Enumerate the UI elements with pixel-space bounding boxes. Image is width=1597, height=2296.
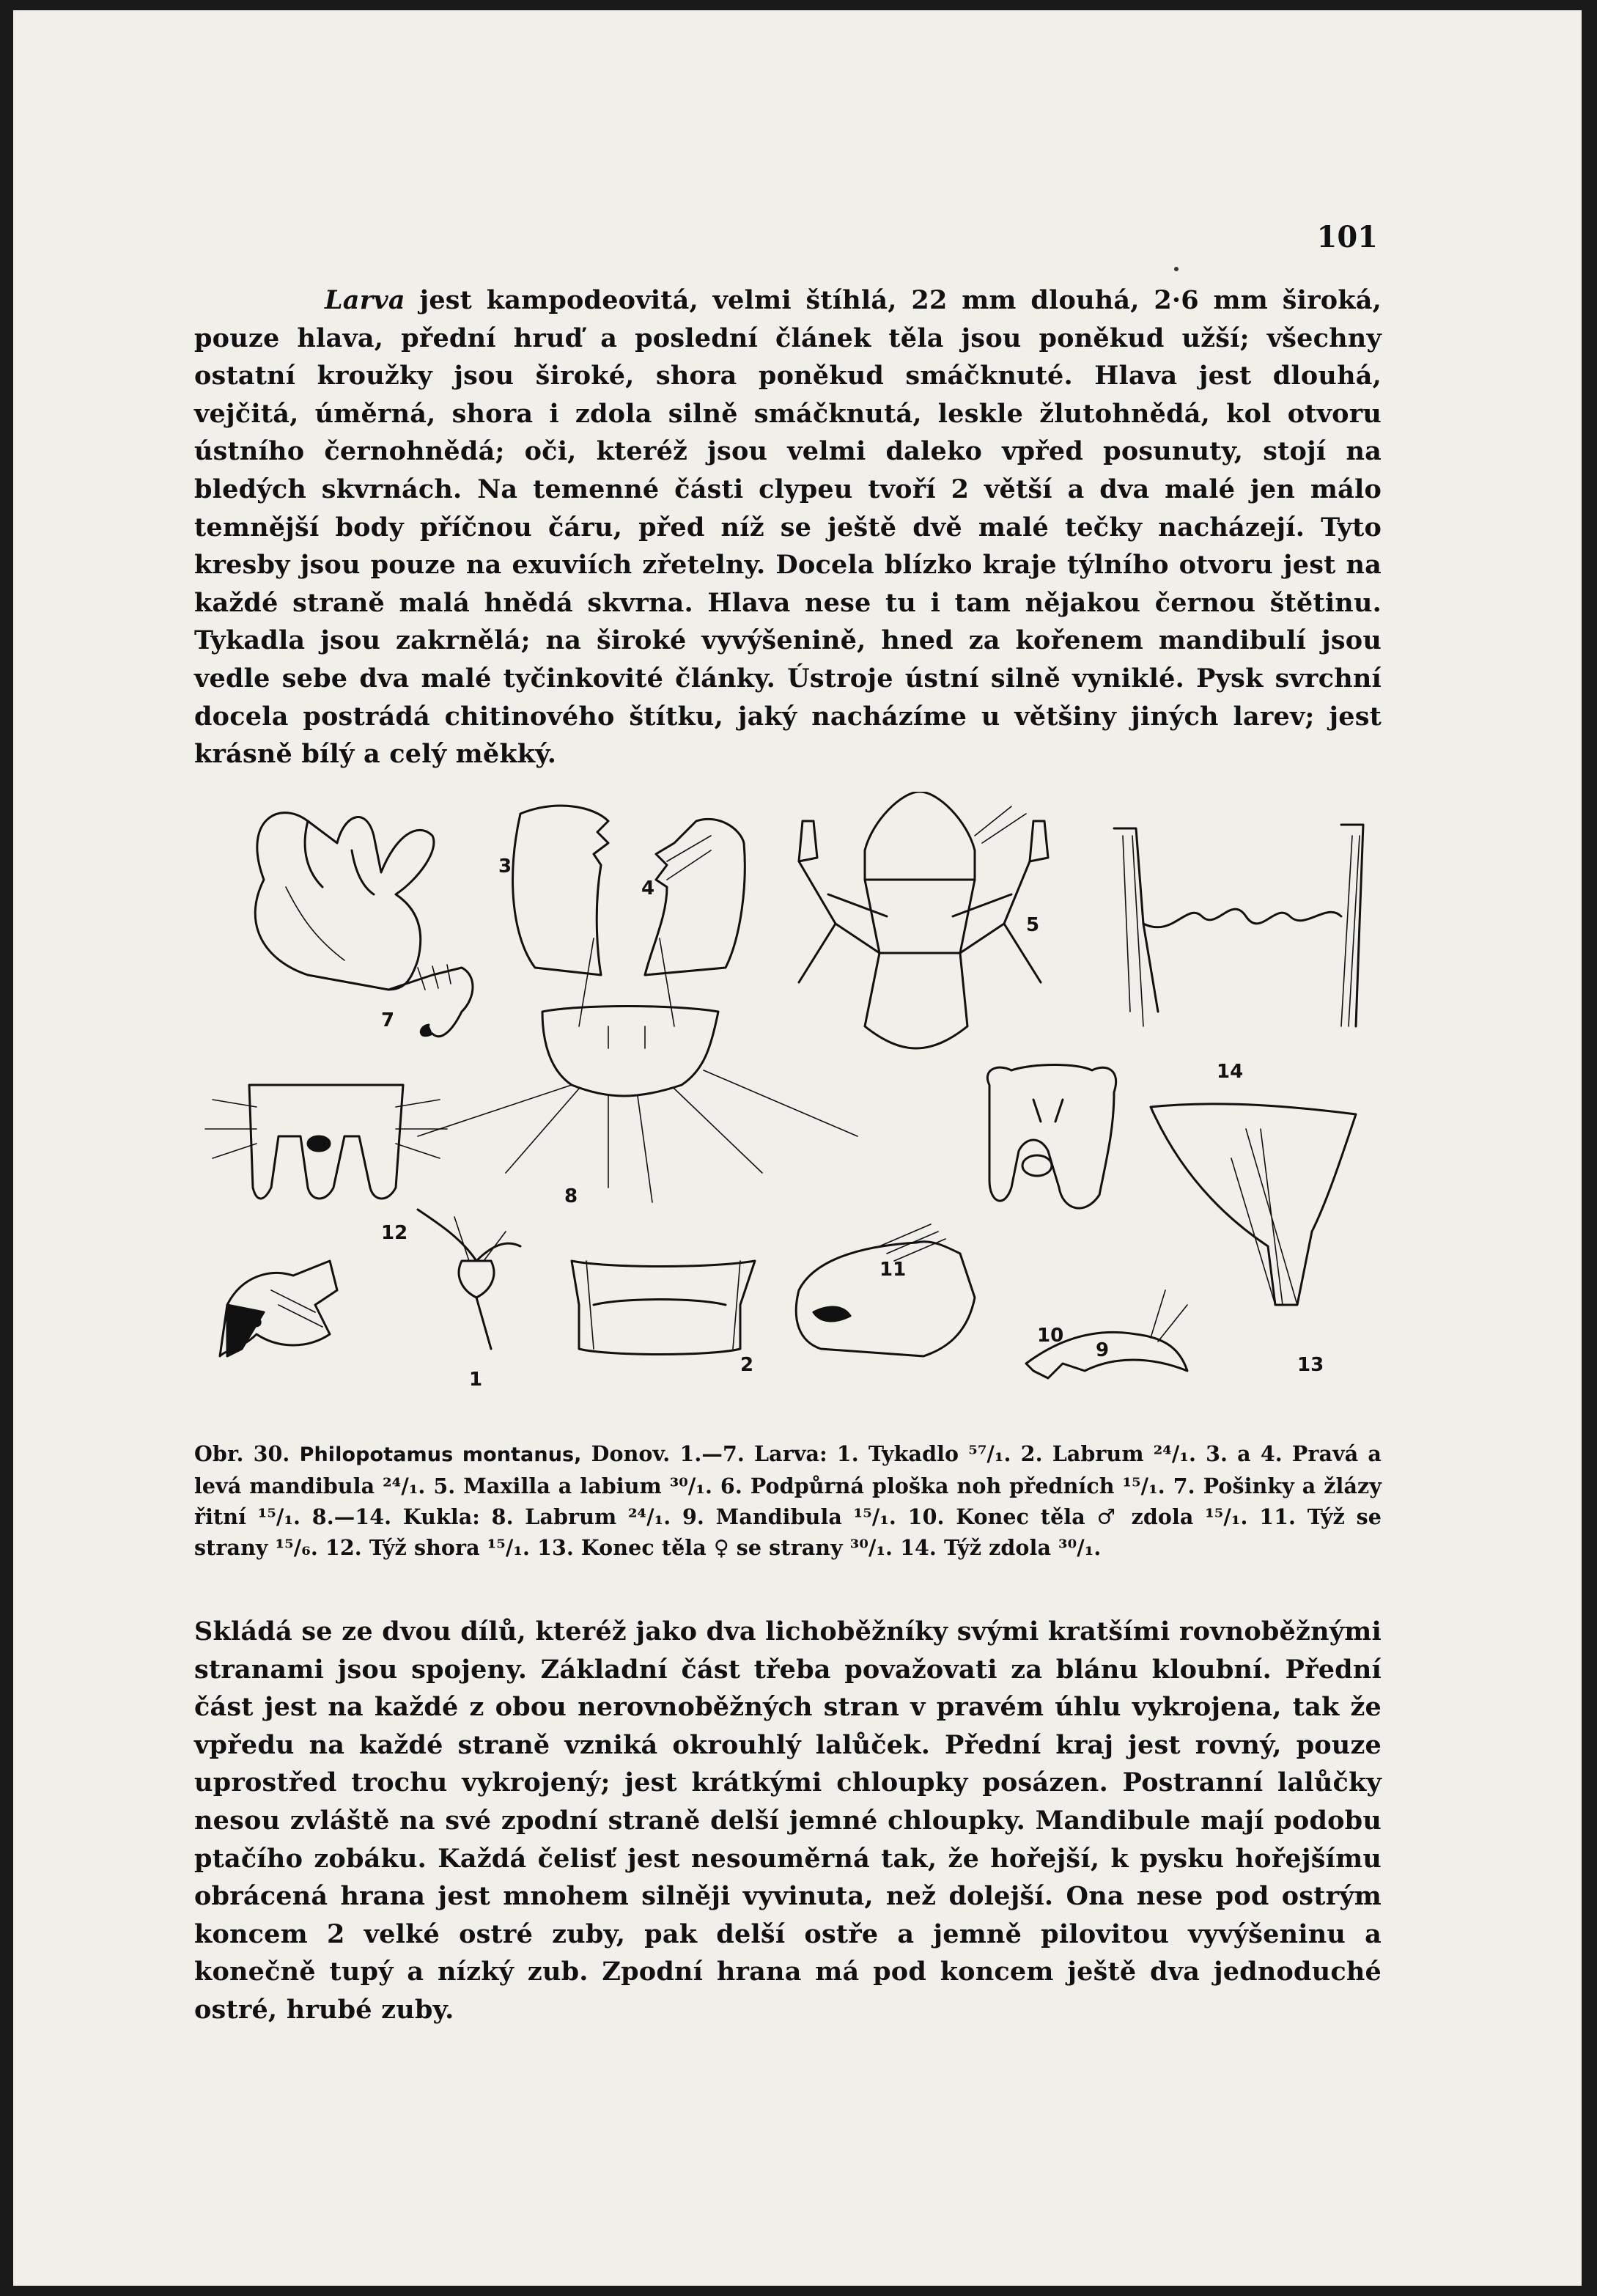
figure-caption [194, 1438, 1382, 1563]
fig-label-12: 12 [381, 1222, 408, 1244]
paragraph-larva [194, 282, 1382, 773]
page-number: 101 [1316, 220, 1378, 254]
fig-label-9: 9 [1096, 1339, 1110, 1361]
lead-word: Larva [325, 285, 405, 315]
drawing-5-maxilla-labium [799, 792, 1048, 1048]
caption-prefix: Obr. 30. [194, 1441, 300, 1466]
fig-label-13: 13 [1297, 1354, 1324, 1376]
fig-label-2: 2 [740, 1354, 754, 1376]
drawing-12-pupa-end-above [205, 1085, 447, 1199]
drawing-14-pupa-end-below [1114, 825, 1363, 1026]
drawing-13-pupa-end-female-side [1151, 1104, 1356, 1305]
speck [1174, 267, 1179, 271]
fig-label-3: 3 [498, 856, 512, 877]
figure-drawing [198, 792, 1371, 1430]
fig-label-1: 1 [469, 1369, 483, 1391]
drawing-3-4-mandibles [513, 806, 745, 975]
fig-label-4: 4 [641, 877, 655, 899]
drawing-11-pupa-end-male-side [796, 1224, 975, 1356]
drawing-1-antenna [418, 1210, 520, 1349]
fig-label-10: 10 [1037, 1325, 1064, 1347]
fig-label-6: 6 [249, 1310, 263, 1332]
drawing-2-labrum-larva [572, 1261, 755, 1355]
fig-label-11: 11 [879, 1259, 907, 1281]
drawing-8-labrum-pupa [418, 938, 857, 1202]
drawing-6-supporting-plate [220, 1261, 337, 1356]
figure-30-illustrations [198, 792, 1371, 1430]
caption-text: Donov. 1.—7. Larva: 1. Tykadlo ⁵⁷/₁. 2. Labrum ²⁴/₁. 3. a 4. Pravá a levá mandibula ²⁴/₁. 5. Maxilla a labium ³⁰/₁. 6. Podpůrná ploška noh předních ¹⁵/₁. 7. Pošinky a žlázy řitní ¹⁵/₁. 8.—14. Kukla: 8. Labrum ²⁴/₁. 9. Mandibula ¹⁵/₁. 10. Konec těla ♂ zdola ¹⁵/₁. 11. Týž se strany ¹⁵/₆. 12. Týž shora ¹⁵/₁. 13. Konec těla ♀ se strany ³⁰/₁. 14. Týž zdola ³⁰/₁. [194, 1441, 1382, 1560]
drawing-10-pupa-end-male-below [987, 1065, 1115, 1209]
drawing-7-anal-prolegs [255, 813, 473, 1037]
caption-species: Philopotamus montanus, [299, 1443, 582, 1466]
paragraph-larva-text: jest kampodeovitá, velmi štíhlá, 22 mm dlouhá, 2·6 mm široká, pouze hlava, přední hruď a poslední článek těla jsou poněkud užší; všechny ostatní kroužky jsou široké, shora poněkud smáčknuté. Hlava jest dlouhá, vejčitá, úměrná, shora i zdola silně smáčknutá, leskle žlutohnědá, kol otvoru ústního černohnědá; oči, kteréž jsou velmi daleko vpřed posunuty, stojí na bledých skvrnách. Na temenné části clypeu tvoří 2 větší a dva malé jen málo temnější body příčnou čáru, před níž se ještě dvě malé tečky nacházejí. Tyto kresby jsou pouze na exuviích zřetelny. Docela blízko kraje týlního otvoru jest na každé straně malá hnědá skvrna. Hlava nese tu i tam nějakou černou štětinu. Tykadla jsou zakrnělá; na široké vyvýšenině, hned za kořenem mandibulí jsou vedle sebe dva malé tyčinkovité články. Ústroje ústní silně vyniklé. Pysk svrchní docela postrádá chitinového štítku, jaký nacházíme u většiny jiných larev; jest krásně bílý a celý měkký. [194, 285, 1382, 770]
fig-label-7: 7 [381, 1009, 395, 1031]
paragraph-labrum-description: Skládá se ze dvou dílů, kteréž jako dva lichoběžníky svými kratšími rovnoběžnými stranami jsou spojeny. Základní část třeba považovati za blánu kloubní. Přední část jest na každé z obou nerovnoběžných stran v pravém úhlu vykrojena, tak že vpředu na každé straně vzniká okrouhlý lalůček. Přední kraj jest rovný, pouze uprostřed trochu vykrojený; jest krátkými chloupky posázen. Postranní lalůčky nesou zvláště na své zpodní straně delší jemné chloupky. Mandibule mají podobu ptačího zobáku. Každá čelisť jest nesouměrná tak, že hořejší, k pysku hořejšímu obrácená hrana jest mnohem silněji vyvinuta, než dolejší. Ona nese pod ostrým koncem 2 velké ostré zuby, pak delší ostře a jemně pilovitou vyvýšeninu a konečně tupý a nízký zub. Zpodní hrana má pod koncem ještě dva jednoduché ostré, hrubé zuby. [194, 1616, 1382, 2025]
fig-label-5: 5 [1026, 914, 1040, 936]
fig-label-8: 8 [564, 1185, 578, 1207]
fig-label-14: 14 [1217, 1061, 1244, 1083]
